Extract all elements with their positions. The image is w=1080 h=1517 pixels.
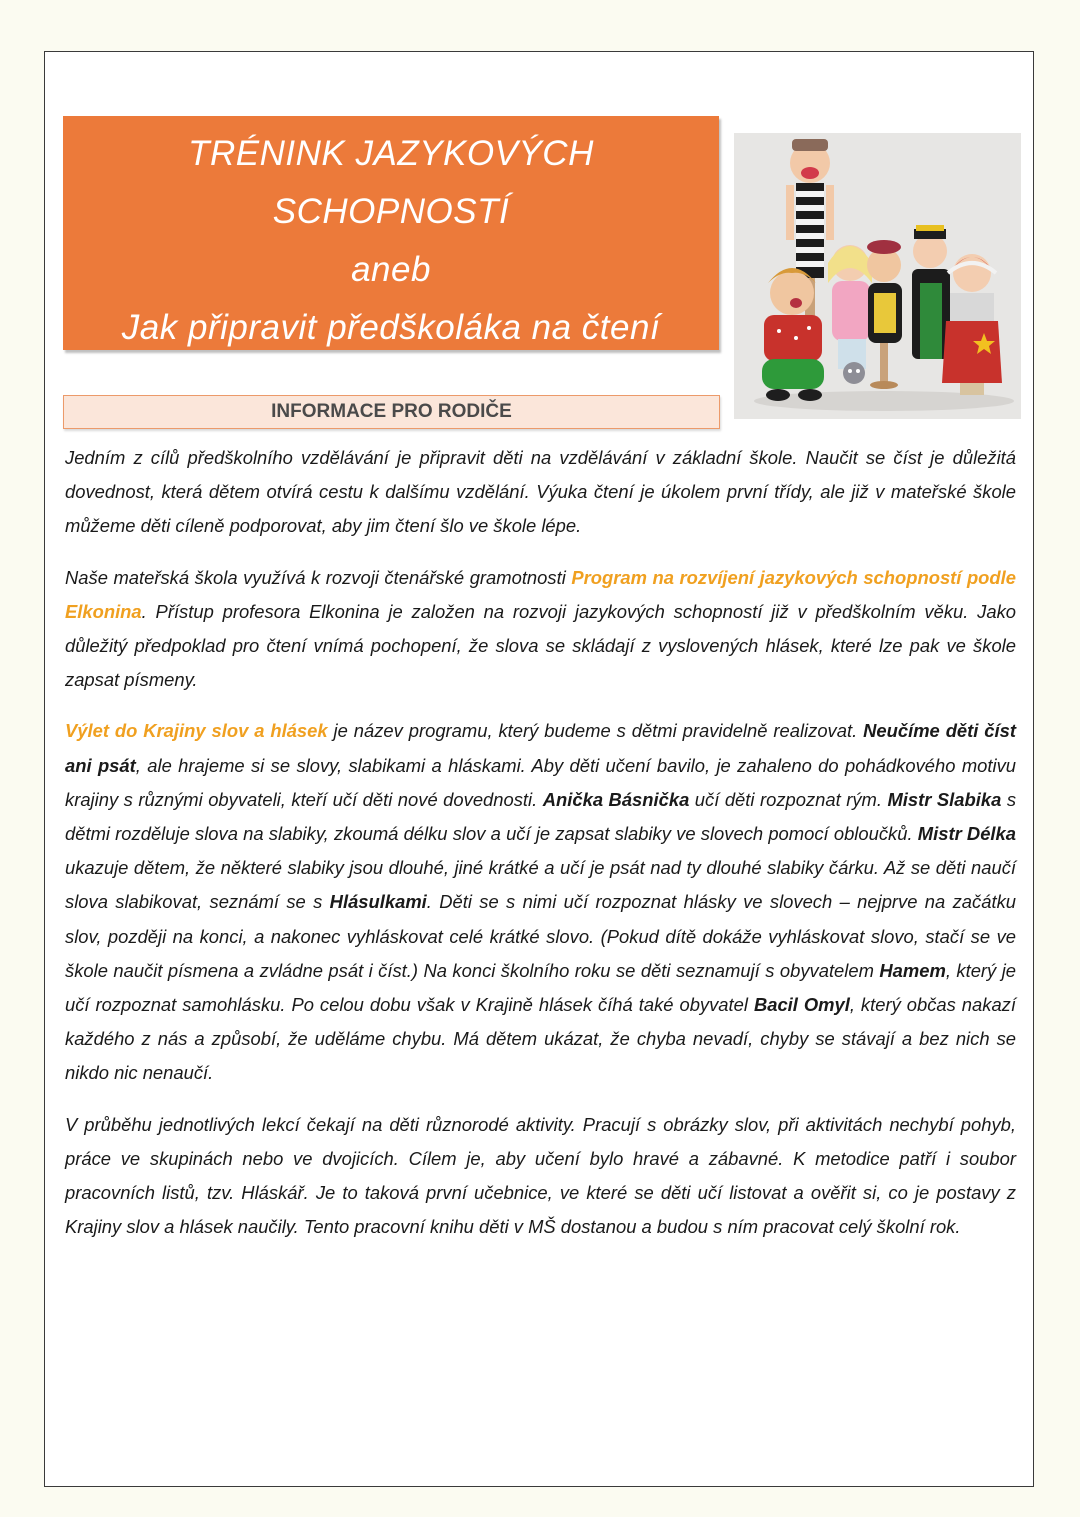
program-name-highlight: Výlet do Krajiny slov a hlásek (65, 720, 328, 742)
document-page (44, 51, 1034, 1487)
title-line-3: aneb (351, 250, 431, 289)
p3-bold-1: Neučíme děti číst ani psát (65, 720, 1016, 776)
title-line-1: TRÉNINK JAZYKOVÝCH (188, 134, 594, 173)
title-line-4: Jak připravit předškoláka na čtení (121, 308, 661, 347)
paragraph-3 (65, 714, 1016, 1090)
p3-text-7: , který je učí rozpoznat samohlásku. Po celou dobu však v Krajině hlásek číhá také obyvatel (65, 959, 1017, 1016)
title-banner (63, 116, 719, 350)
p3-text-5: ukazuje dětem, že některé slabiky jsou dlouhé, jiné krátké a učí je psát nad ty dlouhé slabiky čárku. Až se děti naučí slova slabikovat, seznámí se s (65, 857, 1016, 913)
title-line-2: SCHOPNOSTÍ (272, 192, 510, 231)
character-ham: Hamem (879, 959, 946, 981)
p3-text-8: , který občas nakazí každého z nás a způsobí, že uděláme chybu. Má dětem ukázat, že chyba nevadí, chyby se stávají a bez nich se nikdo nic nenaučí. (65, 994, 1016, 1084)
p3-text-6: . Děti se s nimi učí rozpoznat hlásky ve slovech – nejprve na začátku slov, později na konci, a nakonec vyhláskovat celé krátké slovo. (Pokud dítě dokáže vyhláskovat slovo, stačí se ve škole naučit písmena a zvládne psát i číst.) Na konci školního roku se děti seznamují s obyvatelem (65, 891, 1016, 981)
p3-text-2: , ale hrajeme si se slovy, slabikami a hláskami. Aby děti učení bavilo, je zahaleno do pohádkového motivu krajiny s různými obyvateli, kteří učí děti nové dovednosti. (65, 754, 1016, 810)
paragraph-4: V průběhu jednotlivých lekcí čekají na děti různorodé aktivity. Pracují s obrázky slov, při aktivitách nechybí pohyb, práce ve skupinách nebo ve dvojicích. Cílem je, aby učení bylo hravé a zábavné. K metodice patří i soubor pracovních listů, tzv. Hláskář. Je to taková první učebnice, ve které se děti učí listovat a ověřit si, co je postavy z Krajiny slov a hlásek naučily. Tento pracovní knihu děti v MŠ dostanou a budou s ním pracovat celý školní rok. (65, 1113, 1016, 1238)
character-mistr-slabika: Mistr Slabika (887, 788, 1002, 810)
p3-text-4: s dětmi rozděluje slova na slabiky, zkoumá délku slov a učí je zapsat slabiky ve slovech pomocí obloučků. (65, 788, 1017, 845)
puppets-photo (734, 133, 1021, 419)
p2-text-1: Naše mateřská škola využívá k rozvoji čtenářské gramotnosti (65, 566, 572, 588)
character-anicka: Anička Básnička (542, 788, 690, 810)
paragraph-2 (65, 561, 1016, 698)
paragraph-1: Jedním z cílů předškolního vzdělávání je připravit děti na vzdělávání v základní škole. Naučit se číst je důležitá dovednost, která dětem otvírá cestu k dalšímu vzdělání. Výuka čtení je úkolem první třídy, ale již v mateřské škole můžeme děti cíleně podporovat, aby jim čtení šlo ve škole lépe. (65, 447, 1016, 537)
character-mistr-delka: Mistr Délka (917, 823, 1016, 845)
character-bacil-omyl: Bacil Omyl (753, 994, 850, 1016)
p2-text-2: . Přístup profesora Elkonina je založen na rozvoji jazykových schopností již v předškolním věku. Jako důležitý předpoklad pro čtení vnímá pochopení, že slova se skládají z vyslovených hlásek, které lze pak ve škole zapsat písmeny. (65, 600, 1016, 691)
puppet-virus (843, 362, 865, 384)
program-highlight: Program na rozvíjení jazykových schopností podle Elkonina (65, 566, 1016, 622)
section-heading: INFORMACE PRO RODIČE (63, 395, 720, 429)
puppet-king (912, 225, 950, 359)
character-hlasulky: Hlásulkami (329, 891, 427, 913)
p3-text-3: učí děti rozpoznat rým. (689, 788, 888, 810)
p3-text-1: je název programu, který budeme s dětmi pravidelně realizovat. (327, 720, 864, 742)
article-body (65, 441, 1016, 1261)
